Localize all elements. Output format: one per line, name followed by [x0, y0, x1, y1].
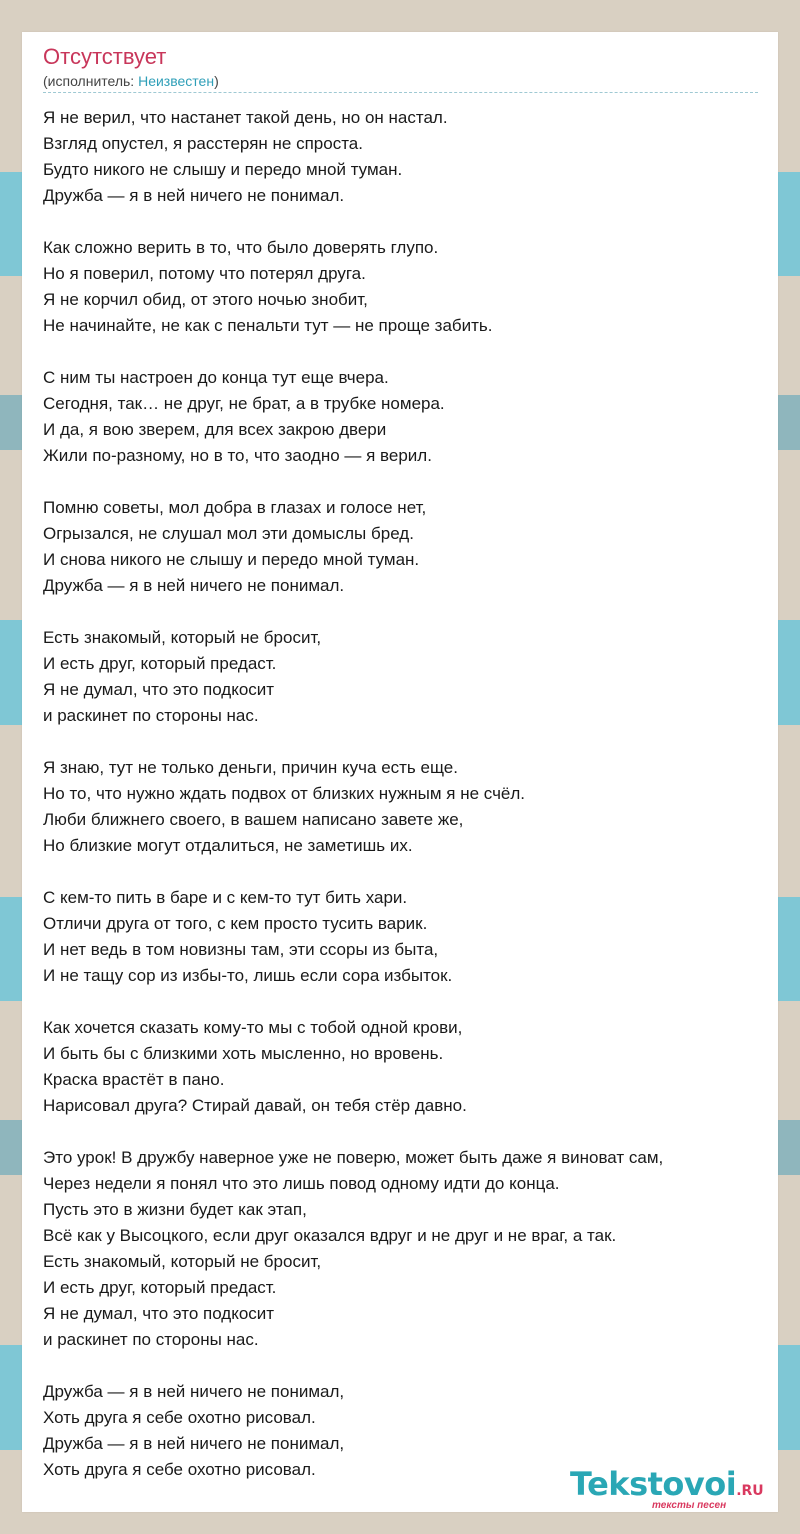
lyric-line: и раскинет по стороны нас.: [43, 706, 259, 725]
lyric-line: Дружба — я в ней ничего не понимал,: [43, 1382, 345, 1401]
lyric-line: Дружба — я в ней ничего не понимал.: [43, 186, 345, 205]
lyric-line: Есть знакомый, который не бросит,: [43, 1252, 322, 1271]
lyrics-stanza: [43, 495, 800, 599]
artist-suffix: ): [214, 73, 219, 89]
lyrics-body: [43, 105, 800, 1509]
lyrics-stanza: [43, 625, 800, 729]
lyric-line: Будто никого не слышу и передо мной туман.: [43, 160, 403, 179]
lyrics-stanza: [43, 235, 800, 339]
site-logo[interactable]: [570, 1466, 775, 1512]
lyric-line: И есть друг, который предаст.: [43, 1278, 277, 1297]
lyric-line: Я не верил, что настанет такой день, но он настал.: [43, 108, 448, 127]
song-title: Отсутствует: [43, 44, 167, 69]
lyrics-stanza: [43, 755, 800, 859]
lyric-line: С кем-то пить в баре и с кем-то тут бить хари.: [43, 888, 408, 907]
logo-tld: .RU: [736, 1483, 764, 1499]
lyric-line: Дружба — я в ней ничего не понимал.: [43, 576, 345, 595]
lyric-line: Это урок! В дружбу наверное уже не поверю, может быть даже я виноват сам,: [43, 1148, 664, 1167]
lyric-line: Есть знакомый, который не бросит,: [43, 628, 322, 647]
lyric-line: Помню советы, мол добра в глазах и голосе нет,: [43, 498, 427, 517]
lyric-line: И снова никого не слышу и передо мной туман.: [43, 550, 420, 569]
lyric-line: Через недели я понял что это лишь повод одному идти до конца.: [43, 1174, 560, 1193]
lyric-line: Но то, что нужно ждать подвох от близких нужным я не счёл.: [43, 784, 526, 803]
lyric-line: Жили по-разному, но в то, что заодно — я верил.: [43, 446, 432, 465]
lyric-line: Пусть это в жизни будет как этап,: [43, 1200, 307, 1219]
logo-name: Tekstovoi: [570, 1465, 737, 1503]
lyric-line: С ним ты настроен до конца тут еще вчера.: [43, 368, 389, 387]
lyric-line: Нарисовал друга? Стирай давай, он тебя стёр давно.: [43, 1096, 467, 1115]
lyric-line: Люби ближнего своего, в вашем написано завете же,: [43, 810, 464, 829]
lyric-line: Хоть друга я себе охотно рисовал.: [43, 1460, 316, 1479]
lyric-line: Но я поверил, потому что потерял друга.: [43, 264, 366, 283]
lyric-line: Взгляд опустел, я расстерян не спроста.: [43, 134, 363, 153]
lyric-line: И нет ведь в том новизны там, эти ссоры из быта,: [43, 940, 439, 959]
lyrics-stanza: [43, 1015, 800, 1119]
lyric-line: Я не думал, что это подкосит: [43, 680, 275, 699]
lyric-line: Сегодня, так… не друг, не брат, а в трубке номера.: [43, 394, 445, 413]
lyric-line: Дружба — я в ней ничего не понимал,: [43, 1434, 345, 1453]
lyric-line: Я не корчил обид, от этого ночью знобит,: [43, 290, 368, 309]
title-divider: [43, 92, 758, 93]
lyric-line: И да, я вою зверем, для всех закрою двери: [43, 420, 387, 439]
lyric-line: И не тащу сор из избы-то, лишь если сора избыток.: [43, 966, 453, 985]
lyrics-stanza: [43, 885, 800, 989]
lyric-line: и раскинет по стороны нас.: [43, 1330, 259, 1349]
artist-link[interactable]: Неизвестен: [138, 73, 215, 89]
lyric-line: Отличи друга от того, с кем просто тусить варик.: [43, 914, 428, 933]
artist-line: [43, 73, 219, 89]
lyric-line: Я знаю, тут не только деньги, причин куча есть еще.: [43, 758, 458, 777]
lyric-line: Я не думал, что это подкосит: [43, 1304, 275, 1323]
lyrics-stanza: [43, 365, 800, 469]
lyric-line: И есть друг, который предаст.: [43, 654, 277, 673]
logo-tagline: тексты песен: [652, 1500, 727, 1511]
lyric-line: Краска врастёт в пано.: [43, 1070, 225, 1089]
lyric-line: И быть бы с близкими хоть мысленно, но вровень.: [43, 1044, 444, 1063]
lyric-line: Всё как у Высоцкого, если друг оказался вдруг и не друг и не враг, а так.: [43, 1226, 617, 1245]
lyric-line: Как сложно верить в то, что было доверять глупо.: [43, 238, 439, 257]
lyric-line: Не начинайте, не как с пенальти тут — не проще забить.: [43, 316, 493, 335]
lyric-line: Огрызался, не слушал мол эти домыслы бред.: [43, 524, 414, 543]
lyric-line: Хоть друга я себе охотно рисовал.: [43, 1408, 316, 1427]
lyrics-stanza: [43, 105, 800, 209]
lyrics-stanza: [43, 1145, 800, 1353]
lyric-line: Как хочется сказать кому-то мы с тобой одной крови,: [43, 1018, 463, 1037]
artist-prefix: (исполнитель:: [43, 73, 139, 89]
lyric-line: Но близкие могут отдалиться, не заметишь их.: [43, 836, 413, 855]
